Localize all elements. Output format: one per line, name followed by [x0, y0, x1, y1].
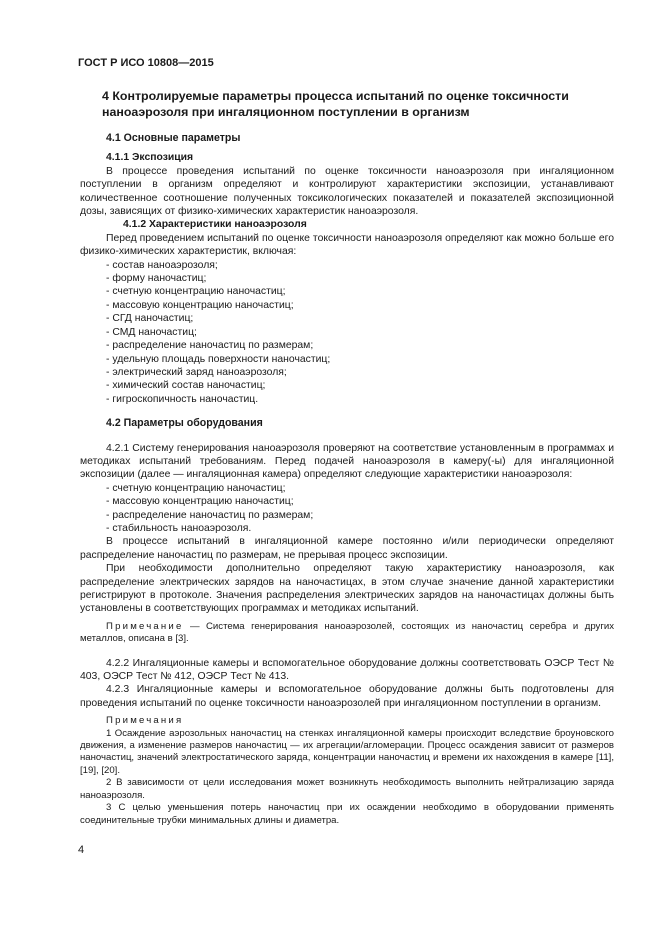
list-item: - счетную концентрацию наночастиц; — [106, 286, 286, 298]
list-item: - распределение наночастиц по размерам; — [106, 340, 314, 352]
list-item: - СГД наночастиц; — [106, 313, 194, 325]
note-item: 2 В зависимости от цели исследования может возникнуть необходимость выполнить нейтрализацию заряда наноаэрозоля. — [80, 777, 614, 801]
note — [80, 621, 614, 646]
note-label: Примечание — [106, 620, 184, 632]
page-number: 4 — [78, 844, 85, 856]
list-item: - гигроскопичность наночастиц. — [106, 393, 259, 405]
list-item: - счетную концентрацию наночастиц; — [106, 482, 286, 494]
section-4-1-title: 4.1 Основные параметры — [106, 132, 241, 144]
list-item: - электрический заряд наноаэрозоля; — [106, 366, 287, 378]
section-4-1-2-title: 4.1.2 Характеристики наноаэрозоля — [123, 219, 307, 231]
list-item: - удельную площадь поверхности наночастиц; — [106, 353, 331, 365]
note-item: 1 Осаждение аэрозольных наночастиц на стенках ингаляционной камеры происходит вследствие броуновского движения, а изменение размеров наночастиц — их агрегации/агломерации. Процесс осаждения зависит от размеров наночастиц, значений электростатического заряда, концентрации наночастиц и времени их нахождения в камере [11], [19], [20]. — [80, 727, 614, 776]
equipment-characteristics-list — [80, 482, 614, 536]
section-4-title: 4 Контролируемые параметры процесса испытаний по оценке токсичности наноаэрозоля при ингаляционном поступлении в организм — [102, 89, 569, 119]
section-4-1-2-intro: Перед проведением испытаний по оценке токсичности наноаэрозоля определяют как можно больше его физико-химических характеристик, включая: — [80, 232, 614, 258]
characteristics-list — [80, 259, 614, 406]
list-item: - стабильность наноаэрозоля. — [106, 522, 252, 534]
page-body — [80, 88, 614, 827]
section-4-1-1-title: 4.1.1 Экспозиция — [106, 152, 194, 164]
list-item: - форму наночастиц; — [106, 273, 207, 285]
section-4-2-title: 4.2 Параметры оборудования — [106, 417, 263, 430]
note-item: 3 С целью уменьшения потерь наночастиц при их осаждении необходимо в оборудовании применять соединительные трубки минимальных длины и диаметра. — [80, 802, 614, 826]
charge-paragraph: При необходимости дополнительно определяют такую характеристику наноаэрозоля, как распределение электрических зарядов на наночастицах, в этом случае значение данной характеристики регистрируют в протоколе. Значения распределения электрических зарядов на наночастицах должны быть установлены в соответствующих программах и методиках испытаний. — [80, 563, 614, 615]
standard-code-header: ГОСТ Р ИСО 10808—2015 — [78, 57, 214, 69]
list-item: - СМД наночастиц; — [106, 326, 197, 338]
section-4-1-1-text: В процессе проведения испытаний по оценке токсичности наноаэрозоля при ингаляционном поступлении в организм определяют и контролируют характеристики экспозиции, устанавливают количественное соотношение полученных токсикологических показателей и показателей экспозиционной дозы, зависящих от физико-химических характеристик наноаэрозоля. — [80, 165, 614, 218]
section-4-2-2-text: 4.2.2 Ингаляционные камеры и вспомогательное оборудование должны соответствовать ОЭСР Тест № 403, ОЭСР Тест № 412, ОЭСР Тест № 413. — [80, 657, 614, 683]
list-item: - состав наноаэрозоля; — [106, 259, 218, 271]
process-paragraph: В процессе испытаний в ингаляционной камере постоянно и/или периодически определяют распределение наночастиц по размерам, не прерывая процесс экспозиции. — [80, 536, 614, 561]
list-item: - химический состав наночастиц; — [106, 380, 266, 392]
section-4-2-3-text: 4.2.3 Ингаляционные камеры и вспомогательное оборудование должны быть подготовлены для проведения испытаний по оценке токсичности наноаэрозолей при ингаляционном поступлении в организм. — [80, 684, 614, 709]
list-item: - массовую концентрацию наночастиц; — [106, 299, 294, 311]
section-4-2-1-text: 4.2.1 Систему генерирования наноаэрозоля проверяют на соответствие установленным в программах и методиках испытаний требованиям. Перед подачей наноаэрозоля в камеру(-ы) для ингаляционной экспозиции (далее — ингаляционная камера) определяют следующие характеристики наноаэрозоля: — [80, 442, 614, 481]
note-text: — Система генерирования наноаэрозолей, состоящих из наночастиц серебра и других металлов, описана в [3]. — [80, 620, 614, 645]
list-item: - распределение наночастиц по размерам; — [106, 509, 314, 521]
list-item: - массовую концентрацию наночастиц; — [106, 496, 294, 508]
notes-label: Примечания — [106, 715, 184, 727]
